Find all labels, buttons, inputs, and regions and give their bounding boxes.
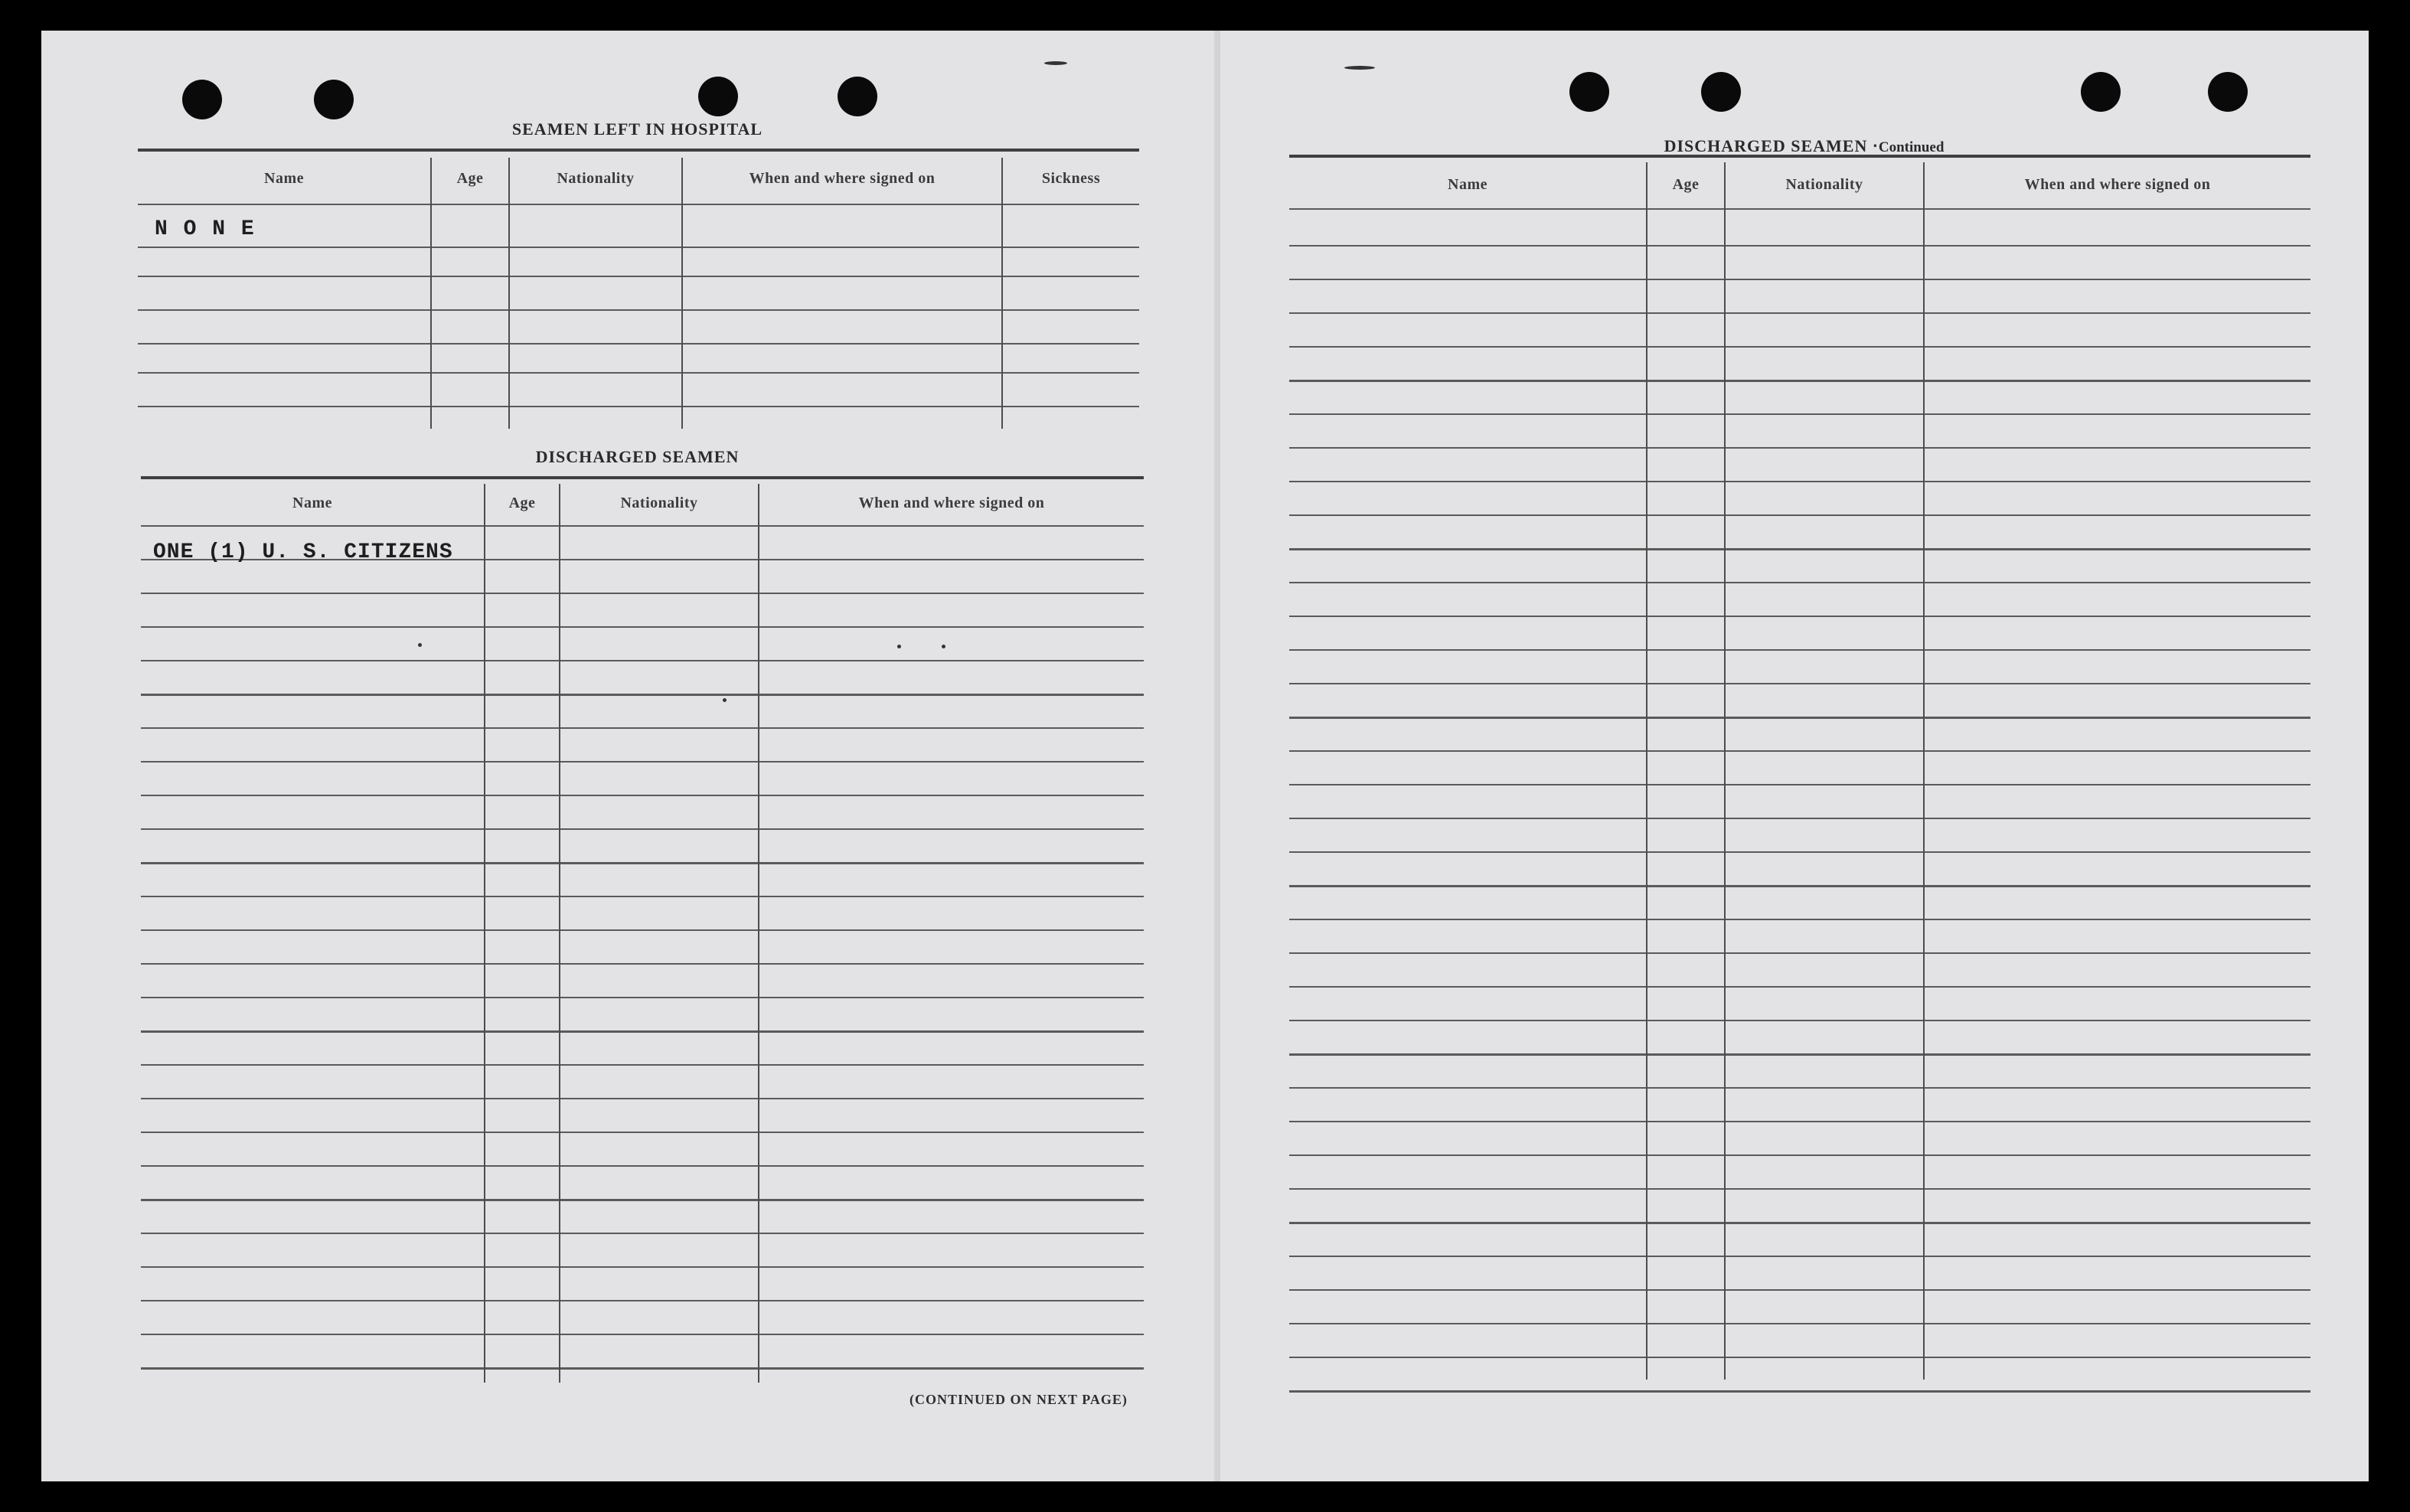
column-divider xyxy=(484,484,485,1383)
table-rule xyxy=(141,929,1144,931)
table-rule xyxy=(1289,1087,2310,1089)
column-header-signed-on: When and where signed on xyxy=(858,495,1045,511)
right-title-main: DISCHARGED SEAMEN xyxy=(1664,136,1868,155)
table-rule xyxy=(141,593,1144,594)
table-rule xyxy=(141,1030,1144,1033)
table-rule xyxy=(1289,717,2310,719)
table-rule xyxy=(141,997,1144,998)
table-rule xyxy=(1289,548,2310,550)
table-rule xyxy=(1289,582,2310,583)
column-header-signed-on: When and where signed on xyxy=(749,170,936,187)
table-rule xyxy=(1289,1390,2310,1393)
punch-hole xyxy=(2208,72,2248,112)
table-rule xyxy=(141,1233,1144,1234)
table-rule xyxy=(141,727,1144,729)
table-rule xyxy=(1289,952,2310,954)
column-divider xyxy=(508,158,510,429)
column-header-nationality: Nationality xyxy=(1785,176,1863,193)
column-divider xyxy=(758,484,759,1383)
table-rule xyxy=(1289,279,2310,280)
right-section-title: DISCHARGED SEAMEN ⋅Continued xyxy=(1664,136,1945,155)
table-rule xyxy=(1289,784,2310,785)
table-rule xyxy=(1289,1256,2310,1257)
table-rule xyxy=(1289,346,2310,348)
table-rule xyxy=(1289,616,2310,617)
column-divider xyxy=(1724,162,1726,1380)
column-header-name: Name xyxy=(264,170,304,187)
table-rule xyxy=(138,343,1139,345)
punch-hole xyxy=(838,77,877,116)
discharged-continued-table xyxy=(1289,155,2310,1380)
table-rule xyxy=(1289,818,2310,819)
table-rule xyxy=(141,1098,1144,1099)
table-rule xyxy=(141,761,1144,763)
scan-speck xyxy=(418,643,422,647)
discharged-section-title: DISCHARGED SEAMEN xyxy=(535,447,740,466)
table-rule xyxy=(1289,1357,2310,1358)
table-rule xyxy=(1289,750,2310,752)
column-header-name: Name xyxy=(292,495,332,511)
table-rule xyxy=(141,828,1144,830)
punch-hole xyxy=(2081,72,2121,112)
discharged-table xyxy=(141,476,1144,1383)
punch-hole xyxy=(182,80,222,119)
punch-hole xyxy=(314,80,354,119)
table-top-rule xyxy=(138,149,1139,152)
punch-hole xyxy=(1569,72,1609,112)
table-rule xyxy=(141,1367,1144,1370)
table-rule xyxy=(141,1300,1144,1301)
table-rule xyxy=(1289,447,2310,449)
hospital-entry: N O N E xyxy=(155,217,256,241)
column-divider xyxy=(1001,158,1003,429)
table-rule xyxy=(1289,1188,2310,1190)
column-divider xyxy=(430,158,432,429)
table-rule xyxy=(141,626,1144,628)
right-title-continued: Continued xyxy=(1878,139,1945,155)
table-rule xyxy=(1289,312,2310,314)
table-rule xyxy=(1289,885,2310,887)
table-rule xyxy=(1289,514,2310,516)
table-rule xyxy=(1289,1121,2310,1122)
table-rule xyxy=(1289,683,2310,684)
table-rule xyxy=(141,1165,1144,1167)
column-divider xyxy=(681,158,683,429)
table-rule xyxy=(141,795,1144,796)
table-rule xyxy=(138,309,1139,311)
table-rule xyxy=(1289,1323,2310,1324)
table-rule xyxy=(1289,649,2310,651)
table-rule xyxy=(141,963,1144,965)
scan-speck xyxy=(942,645,945,648)
table-rule xyxy=(1289,208,2310,210)
table-rule xyxy=(1289,1222,2310,1224)
table-rule xyxy=(1289,1053,2310,1056)
table-rule xyxy=(1289,1020,2310,1021)
table-rule xyxy=(141,1064,1144,1066)
table-rule xyxy=(1289,919,2310,920)
table-rule xyxy=(1289,1154,2310,1156)
column-header-age: Age xyxy=(508,495,536,511)
punch-hole xyxy=(698,77,738,116)
column-header-signed-on: When and where signed on xyxy=(2024,176,2211,193)
table-rule xyxy=(141,1199,1144,1201)
table-rule xyxy=(1289,481,2310,482)
column-header-nationality: Nationality xyxy=(620,495,698,511)
scan-speck xyxy=(1044,61,1067,65)
table-rule xyxy=(138,406,1139,407)
table-rule xyxy=(141,694,1144,696)
column-header-nationality: Nationality xyxy=(557,170,635,187)
scan-speck xyxy=(897,645,901,648)
table-rule xyxy=(141,1334,1144,1335)
table-rule xyxy=(141,525,1144,527)
scan-speck xyxy=(723,698,727,702)
continued-note: (CONTINUED ON NEXT PAGE) xyxy=(909,1392,1128,1407)
table-rule xyxy=(141,896,1144,897)
punch-hole xyxy=(1701,72,1741,112)
table-top-rule xyxy=(141,476,1144,479)
column-divider xyxy=(559,484,560,1383)
table-rule xyxy=(141,1266,1144,1268)
column-divider xyxy=(1646,162,1647,1380)
discharged-entry: ONE (1) U. S. CITIZENS xyxy=(153,540,453,564)
table-rule xyxy=(138,276,1139,277)
table-rule xyxy=(138,247,1139,248)
table-rule xyxy=(1289,245,2310,247)
table-rule xyxy=(1289,380,2310,382)
table-rule xyxy=(1289,413,2310,415)
table-rule xyxy=(141,1132,1144,1133)
table-rule xyxy=(1289,1289,2310,1291)
table-top-rule xyxy=(1289,155,2310,158)
table-rule xyxy=(141,862,1144,864)
page-gutter xyxy=(1214,31,1220,1481)
column-header-name: Name xyxy=(1448,176,1487,193)
column-header-age: Age xyxy=(456,170,484,187)
column-divider xyxy=(1923,162,1925,1380)
scan-speck xyxy=(1344,66,1375,70)
table-rule xyxy=(138,372,1139,374)
hospital-table xyxy=(138,149,1139,429)
column-header-age: Age xyxy=(1672,176,1700,193)
table-rule xyxy=(1289,986,2310,988)
hospital-section-title: SEAMEN LEFT IN HOSPITAL xyxy=(511,119,763,139)
column-header-sickness: Sickness xyxy=(1041,170,1101,187)
table-rule xyxy=(138,204,1139,205)
table-rule xyxy=(141,660,1144,661)
table-rule xyxy=(1289,851,2310,853)
